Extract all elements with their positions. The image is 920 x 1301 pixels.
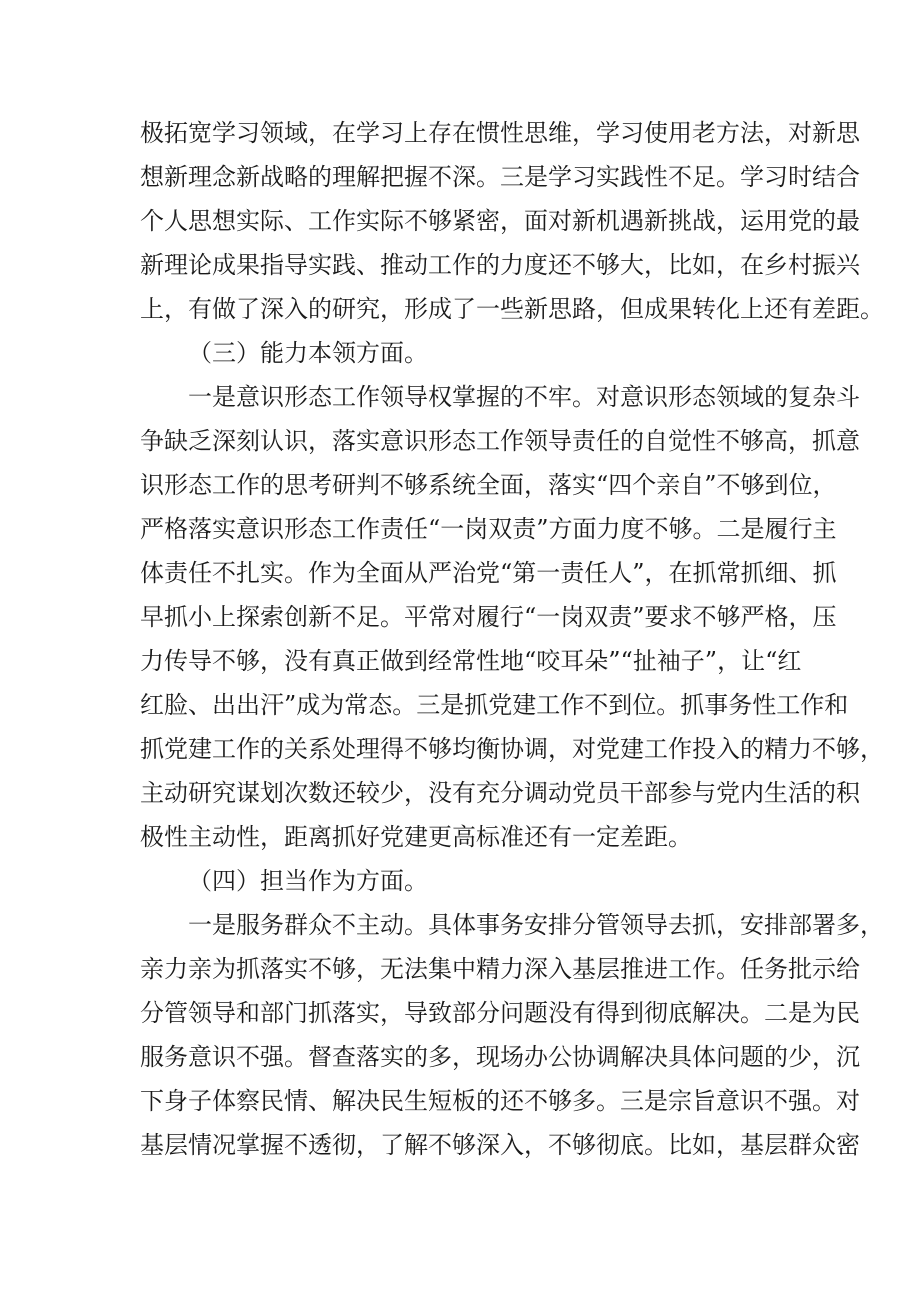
- text-line: 力传导不够，没有真正做到经常性地“咬耳朵”“扯袖子”，让“红: [140, 647, 802, 675]
- text-line: 极拓宽学习领域，在学习上存在惯性思维，学习使用老方法，对新思: [140, 119, 860, 147]
- text-line: 服务意识不强。督查落实的多，现场办公协调解决具体问题的少，沉: [140, 1043, 860, 1071]
- section-heading: （三）能力本领方面。: [188, 339, 428, 367]
- text-line: 一是意识形态工作领导权掌握的不牢。对意识形态领域的复杂斗: [188, 383, 860, 411]
- text-line: 早抓小上探索创新不足。平常对履行“一岗双责”要求不够严格，压: [140, 603, 837, 631]
- section-heading: （四）担当作为方面。: [188, 867, 428, 895]
- text-line: 个人思想实际、工作实际不够紧密，面对新机遇新挑战，运用党的最: [140, 207, 860, 235]
- text-line: 亲力亲为抓落实不够，无法集中精力深入基层推进工作。任务批示给: [140, 955, 860, 983]
- text-line: 基层情况掌握不透彻，了解不够深入，不够彻底。比如，基层群众密: [140, 1131, 860, 1159]
- text-line: 识形态工作的思考研判不够系统全面，落实“四个亲自”不够到位，: [140, 471, 837, 499]
- text-line: 抓党建工作的关系处理得不够均衡协调，对党建工作投入的精力不够，: [140, 735, 884, 763]
- text-line: 新理论成果指导实践、推动工作的力度还不够大，比如，在乡村振兴: [140, 251, 860, 279]
- text-line: 想新理念新战略的理解把握不深。三是学习实践性不足。学习时结合: [140, 163, 860, 191]
- text-line: 下身子体察民情、解决民生短板的还不够多。三是宗旨意识不强。对: [140, 1087, 860, 1115]
- text-line: 分管领导和部门抓落实，导致部分问题没有得到彻底解决。二是为民: [140, 999, 860, 1027]
- text-line: 争缺乏深刻认识，落实意识形态工作领导责任的自觉性不够高，抓意: [140, 427, 860, 455]
- text-line: 极性主动性，距离抓好党建更高标准还有一定差距。: [140, 823, 692, 851]
- text-line: 主动研究谋划次数还较少，没有充分调动党员干部参与党内生活的积: [140, 779, 860, 807]
- text-line: 上，有做了深入的研究，形成了一些新思路，但成果转化上还有差距。: [140, 295, 884, 323]
- text-line: 严格落实意识形态工作责任“一岗双责”方面力度不够。二是履行主: [140, 515, 837, 543]
- text-line: 体责任不扎实。作为全面从严治党“第一责任人”，在抓常抓细、抓: [140, 559, 837, 587]
- text-line: 红脸、出出汗”成为常态。三是抓党建工作不到位。抓事务性工作和: [140, 691, 849, 719]
- text-line: 一是服务群众不主动。具体事务安排分管领导去抓，安排部署多，: [188, 911, 884, 939]
